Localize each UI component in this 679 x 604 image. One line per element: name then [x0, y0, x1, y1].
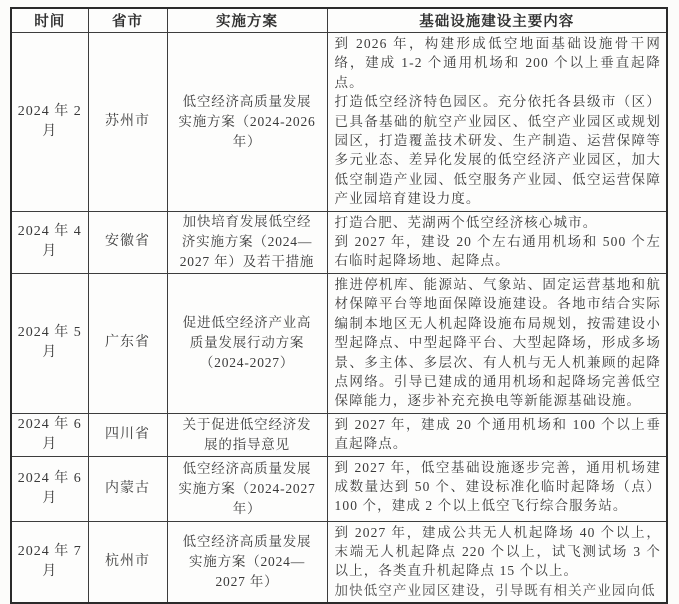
plan-cell: 低空经济高质量发展实施方案（2024—2027 年） [167, 521, 327, 603]
time-cell: 2024 年 2 月 [11, 33, 88, 212]
region-cell: 四川省 [88, 413, 167, 456]
content-paragraph: 到 2027 年，建设 20 个左右通用机场和 500 个左右临时起降场地、起降点。 [334, 234, 661, 269]
content-paragraph: 加快低空产业园区建设，引导既有相关产业园向低 [334, 582, 656, 598]
content-paragraph: 打造低空经济特色园区。充分依托各县级市（区）已具备基础的航空产业园区、低空产业园区或规划园区，打造覆盖技术研发、生产制造、运营保障等多元业态、差异化发展的低空经济产业园区，加大低空制造产业园、低空服务产业园、低空运营保障产业园培育建设力度。 [334, 94, 661, 207]
content-paragraph: 推进停机库、能源站、气象站、固定运营基地和航材保障平台等地面保障设施建设。各地市结合实际编制本地区无人机起降设施布局规划，按需建设小型起降点、中型起降平台、大型起降场，形成多场景、多主体、多层次、有人机与无人机兼顾的起降点网络。引导已建成的通用机场和起降场完善低空保障能力，逐步补充充换电等新能源基础设施。 [334, 276, 661, 409]
content-cell [327, 273, 667, 413]
col-header-content: 基础设施建设主要内容 [327, 8, 667, 33]
region-cell: 广东省 [88, 273, 167, 413]
header-row [11, 8, 667, 33]
region-cell: 苏州市 [88, 33, 167, 212]
plan-cell: 低空经济高质量发展实施方案（2024-2026 年） [167, 33, 327, 212]
content-cell [327, 521, 667, 603]
content-paragraph: 打造合肥、芜湖两个低空经济核心城市。 [334, 214, 598, 230]
content-cell [327, 211, 667, 273]
col-header-time: 时间 [11, 8, 88, 33]
time-cell: 2024 年 6 月 [11, 456, 88, 521]
content-paragraph: 到 2027 年，低空基础设施逐步完善，通用机场建成数量达到 50 个、建设标准化临时起降场（点）100 个，建成 2 个以上低空飞行综合服务站。 [334, 459, 661, 514]
col-header-region: 省市 [88, 8, 167, 33]
plan-cell: 关于促进低空经济发展的指导意见 [167, 413, 327, 456]
time-cell: 2024 年 7 月 [11, 521, 88, 603]
content-paragraph: 到 2027 年，建成 20 个通用机场和 100 个以上垂直起降点。 [334, 416, 661, 452]
policy-table [10, 7, 668, 604]
plan-cell: 低空经济高质量发展实施方案（2024-2027 年） [167, 456, 327, 521]
time-cell: 2024 年 4 月 [11, 211, 88, 273]
plan-cell: 加快培育发展低空经济实施方案（2024—2027 年）及若干措施 [167, 211, 327, 273]
table-row-hangzhou [11, 521, 667, 603]
content-cell [327, 456, 667, 521]
plan-cell: 促进低空经济产业高质量发展行动方案（2024-2027） [167, 273, 327, 413]
table-row-suzhou [11, 33, 667, 212]
content-cell [327, 413, 667, 456]
content-paragraph: 到 2026 年，构建形成低空地面基础设施骨干网络，建成 1-2 个通用机场和 200 个以上垂直起降点。 [334, 36, 661, 90]
table-row-guangdong [11, 273, 667, 413]
content-paragraph: 到 2027 年，建成公共无人机起降场 40 个以上，末端无人机起降点 220 个以上，试飞测试场 3 个以上，各类直升机起降点 15 个以上。 [334, 524, 661, 579]
table-row-sichuan [11, 413, 667, 456]
region-cell: 杭州市 [88, 521, 167, 603]
time-cell: 2024 年 6 月 [11, 413, 88, 456]
region-cell: 安徽省 [88, 211, 167, 273]
col-header-plan: 实施方案 [167, 8, 327, 33]
time-cell: 2024 年 5 月 [11, 273, 88, 413]
table-row-anhui [11, 211, 667, 273]
table-row-neimenggu [11, 456, 667, 521]
region-cell: 内蒙古 [88, 456, 167, 521]
content-cell [327, 33, 667, 212]
